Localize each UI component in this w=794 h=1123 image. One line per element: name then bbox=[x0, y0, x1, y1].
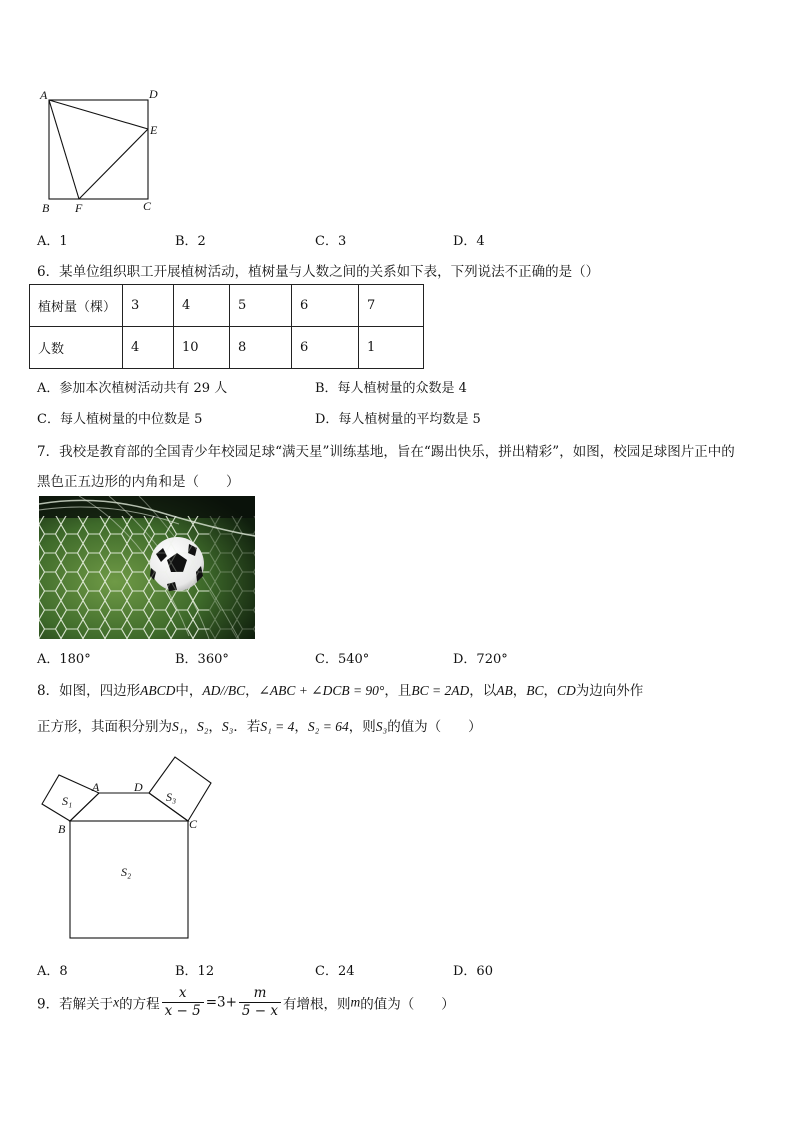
table-cell: 3 bbox=[123, 285, 174, 327]
label-b: B bbox=[42, 201, 50, 215]
label-c: C bbox=[143, 199, 152, 213]
segment-ef bbox=[79, 129, 148, 199]
label-s3: S₃ bbox=[166, 790, 177, 804]
question-5-figure bbox=[36, 86, 166, 218]
label-c: C bbox=[189, 817, 198, 831]
label-e: E bbox=[150, 123, 158, 137]
fraction-1: $\frac{x}{x - 5}$ bbox=[162, 985, 204, 1020]
q5-option-b: B．2 bbox=[175, 234, 206, 249]
q7-option-a: A．180° bbox=[37, 652, 91, 667]
label-f: F bbox=[75, 201, 83, 215]
q9-stem: 9．若解关于x的方程 $\frac{x}{x - 5}$ =3+ $\frac{m}{5 - x}$ 有增根，则m的值为（ ） bbox=[37, 985, 455, 1019]
label-d: D bbox=[149, 87, 158, 101]
q8-option-a: A．8 bbox=[37, 964, 68, 979]
label-s1: S₁ bbox=[62, 794, 73, 808]
table-cell: 6 bbox=[292, 327, 359, 369]
label-a: A bbox=[40, 88, 48, 102]
q5-option-d: D．4 bbox=[453, 234, 485, 249]
table-cell: 10 bbox=[174, 327, 230, 369]
q7-option-b: B．360° bbox=[175, 652, 229, 667]
q8-option-b: B．12 bbox=[175, 964, 215, 979]
q6-table bbox=[29, 284, 424, 369]
table-cell: 4 bbox=[174, 285, 230, 327]
table-row bbox=[30, 327, 424, 369]
q5-option-a: A．1 bbox=[37, 234, 68, 249]
q6-option-a: A．参加本次植树活动共有 29 人 bbox=[37, 381, 228, 396]
q8-stem-line-2: 正方形，其面积分别为S₁，S₂，S₃．若S₁ = 4，S₂ = 64，则S₃的值为（ ） bbox=[37, 719, 482, 735]
q7-option-c: C．540° bbox=[315, 652, 370, 667]
table-cell: 4 bbox=[123, 327, 174, 369]
q8-option-d: D．60 bbox=[453, 964, 493, 979]
square-s2 bbox=[70, 821, 188, 938]
table-header-cell: 人数 bbox=[30, 327, 123, 369]
table-cell: 5 bbox=[230, 285, 292, 327]
q7-stem-line-1: 7．我校是教育部的全国青少年校园足球“满天星”训练基地，旨在“踢出快乐，拼出精彩”，如图，校园足球图片正中的 bbox=[37, 444, 735, 460]
q7-option-d: D．720° bbox=[453, 652, 508, 667]
q8-stem-line-1: 8．如图，四边形ABCD中，AD//BC，∠ABC + ∠DCB = 90°，且BC = 2AD，以AB，BC，CD为边向外作 bbox=[37, 683, 644, 699]
square-s3 bbox=[149, 757, 211, 821]
label-b: B bbox=[58, 822, 66, 836]
label-a: A bbox=[92, 780, 100, 794]
segment-ae bbox=[49, 100, 148, 129]
table-row bbox=[30, 285, 424, 327]
table-cell: 1 bbox=[359, 327, 424, 369]
q6-option-c: C．每人植树量的中位数是 5 bbox=[37, 412, 203, 427]
table-cell: 7 bbox=[359, 285, 424, 327]
q6-option-d: D．每人植树量的平均数是 5 bbox=[315, 412, 481, 427]
q8-option-c: C．24 bbox=[315, 964, 355, 979]
q5-option-c: C．3 bbox=[315, 234, 347, 249]
table-cell: 6 bbox=[292, 285, 359, 327]
label-d: D bbox=[134, 780, 143, 794]
question-8-figure bbox=[36, 752, 226, 944]
fraction-2: $\frac{m}{5 - x}$ bbox=[239, 985, 281, 1020]
table-header-cell: 植树量（棵） bbox=[30, 285, 123, 327]
q6-option-b: B．每人植树量的众数是 4 bbox=[315, 381, 467, 396]
soccer-ball-photo bbox=[39, 496, 255, 639]
segment-af bbox=[49, 100, 79, 199]
label-s2: S₂ bbox=[121, 865, 132, 879]
table-cell: 8 bbox=[230, 327, 292, 369]
q7-stem-line-2: 黑色正五边形的内角和是（ ） bbox=[37, 474, 240, 490]
q6-stem: 6．某单位组织职工开展植树活动，植树量与人数之间的关系如下表，下列说法不正确的是（） bbox=[37, 264, 600, 280]
